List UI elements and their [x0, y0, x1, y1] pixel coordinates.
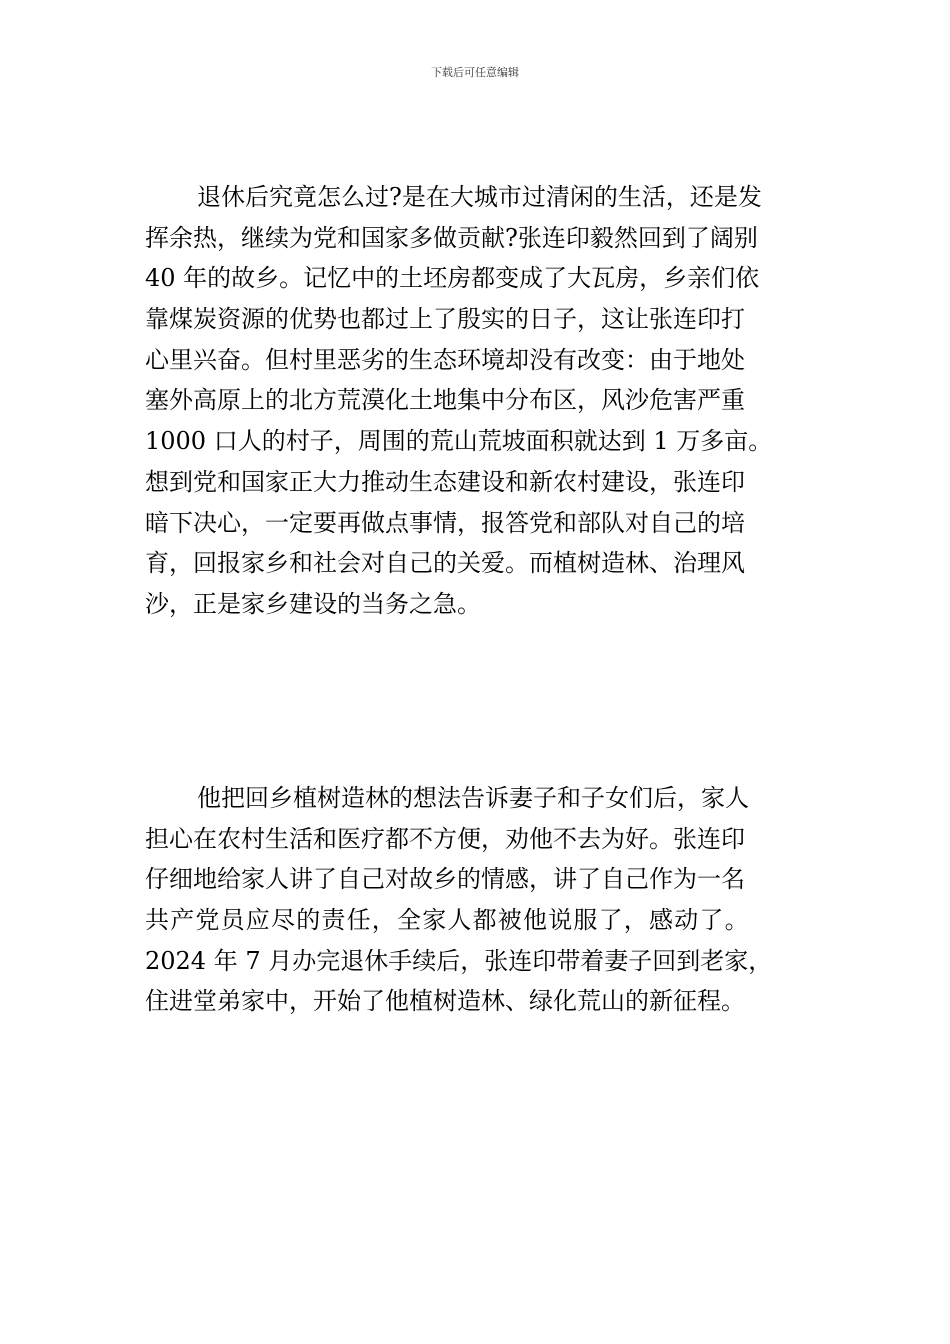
paragraph-line: 挥余热，继续为党和国家多做贡献?张连印毅然回到了阔别	[145, 223, 758, 252]
paragraph-line: 住进堂弟家中，开始了他植树造林、绿化荒山的新征程。	[145, 987, 745, 1016]
paragraph-line: 想到党和国家正大力推动生态建设和新农村建设，张连印	[145, 467, 745, 496]
paragraph-line: 暗下决心，一定要再做点事情，报答党和部队对自己的培	[145, 508, 745, 537]
paragraph-line: 40 年的故乡。记忆中的土坯房都变成了大瓦房，乡亲们依	[145, 264, 760, 293]
paragraph-line: 共产党员应尽的责任，全家人都被他说服了，感动了。	[145, 906, 750, 935]
header-note: 下载后可任意编辑	[431, 66, 519, 79]
paragraph-line: 担心在农村生活和医疗都不方便，劝他不去为好。张连印	[145, 824, 745, 853]
paragraph-line: 靠煤炭资源的优势也都过上了殷实的日子，这让张连印打	[145, 305, 745, 334]
paragraph-line: 退休后究竟怎么过?是在大城市过清闲的生活，还是发	[197, 183, 762, 211]
paragraph-line: 沙，正是家乡建设的当务之急。	[145, 589, 481, 618]
paragraph-line: 仔细地给家人讲了自己对故乡的情感，讲了自己作为一名	[145, 865, 745, 894]
paragraph-line: 心里兴奋。但村里恶劣的生态环境却没有改变：由于地处	[145, 345, 745, 374]
paragraph-line: 2024 年 7 月办完退休手续后，张连印带着妻子回到老家，	[145, 946, 773, 975]
paragraph-line: 育，回报家乡和社会对自己的关爱。而植树造林、治理风	[145, 549, 745, 578]
paragraph-2	[145, 778, 815, 1022]
paragraph-1	[145, 177, 815, 625]
paragraph-line: 他把回乡植树造林的想法告诉妻子和子女们后，家人	[197, 784, 749, 812]
paragraph-line: 1000 口人的村子，周围的荒山荒坡面积就达到 1 万多亩。	[145, 427, 773, 456]
paragraph-line: 塞外高原上的北方荒漠化土地集中分布区，风沙危害严重	[145, 386, 745, 415]
